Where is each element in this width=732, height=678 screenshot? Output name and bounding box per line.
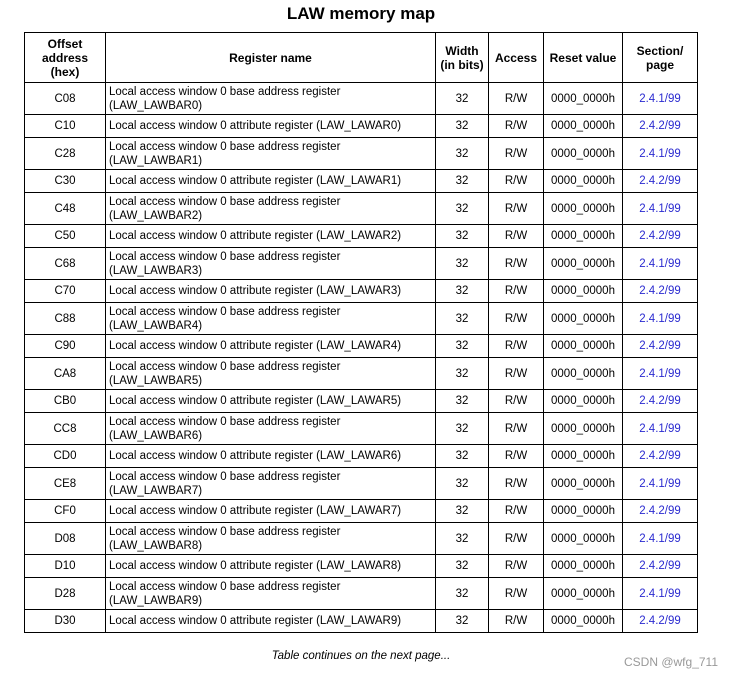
- width-cell: 32: [436, 335, 489, 358]
- register-name-cell: Local access window 0 base address register (LAW_LAWBAR6): [106, 413, 436, 445]
- access-cell: R/W: [489, 500, 544, 523]
- reset-value-cell: 0000_0000h: [544, 225, 623, 248]
- header-row: [25, 33, 698, 83]
- section-link[interactable]: 2.4.2/99: [623, 335, 698, 358]
- table-row: [25, 170, 698, 193]
- section-link[interactable]: 2.4.2/99: [623, 610, 698, 633]
- access-cell: R/W: [489, 303, 544, 335]
- header-width: Width (in bits): [436, 33, 489, 83]
- reset-value-cell: 0000_0000h: [544, 193, 623, 225]
- offset-cell: C68: [25, 248, 106, 280]
- width-cell: 32: [436, 280, 489, 303]
- access-cell: R/W: [489, 390, 544, 413]
- law-memory-map-table: [24, 32, 698, 633]
- table-row: [25, 445, 698, 468]
- watermark: CSDN @wfg_711: [624, 655, 718, 669]
- section-link[interactable]: 2.4.2/99: [623, 555, 698, 578]
- section-link[interactable]: 2.4.1/99: [623, 578, 698, 610]
- register-name-cell: Local access window 0 attribute register (LAW_LAWAR1): [106, 170, 436, 193]
- offset-cell: CD0: [25, 445, 106, 468]
- access-cell: R/W: [489, 225, 544, 248]
- register-name-cell: Local access window 0 base address register (LAW_LAWBAR2): [106, 193, 436, 225]
- width-cell: 32: [436, 225, 489, 248]
- section-link[interactable]: 2.4.2/99: [623, 390, 698, 413]
- register-name-cell: Local access window 0 attribute register (LAW_LAWAR3): [106, 280, 436, 303]
- offset-cell: CF0: [25, 500, 106, 523]
- width-cell: 32: [436, 115, 489, 138]
- register-name-cell: Local access window 0 base address register (LAW_LAWBAR1): [106, 138, 436, 170]
- reset-value-cell: 0000_0000h: [544, 468, 623, 500]
- register-name-cell: Local access window 0 attribute register (LAW_LAWAR6): [106, 445, 436, 468]
- reset-value-cell: 0000_0000h: [544, 555, 623, 578]
- table-row: [25, 500, 698, 523]
- reset-value-cell: 0000_0000h: [544, 523, 623, 555]
- reset-value-cell: 0000_0000h: [544, 170, 623, 193]
- offset-cell: CB0: [25, 390, 106, 413]
- reset-value-cell: 0000_0000h: [544, 390, 623, 413]
- access-cell: R/W: [489, 413, 544, 445]
- reset-value-cell: 0000_0000h: [544, 303, 623, 335]
- header-reset-value: Reset value: [544, 33, 623, 83]
- register-name-cell: Local access window 0 attribute register (LAW_LAWAR5): [106, 390, 436, 413]
- access-cell: R/W: [489, 280, 544, 303]
- register-name-cell: Local access window 0 base address register (LAW_LAWBAR9): [106, 578, 436, 610]
- width-cell: 32: [436, 523, 489, 555]
- access-cell: R/W: [489, 468, 544, 500]
- section-link[interactable]: 2.4.1/99: [623, 413, 698, 445]
- section-link[interactable]: 2.4.1/99: [623, 358, 698, 390]
- width-cell: 32: [436, 413, 489, 445]
- offset-cell: C50: [25, 225, 106, 248]
- access-cell: R/W: [489, 555, 544, 578]
- reset-value-cell: 0000_0000h: [544, 578, 623, 610]
- section-link[interactable]: 2.4.2/99: [623, 500, 698, 523]
- width-cell: 32: [436, 445, 489, 468]
- table-row: [25, 555, 698, 578]
- access-cell: R/W: [489, 193, 544, 225]
- reset-value-cell: 0000_0000h: [544, 138, 623, 170]
- reset-value-cell: 0000_0000h: [544, 248, 623, 280]
- table-row: [25, 193, 698, 225]
- header-access: Access: [489, 33, 544, 83]
- register-name-cell: Local access window 0 base address register (LAW_LAWBAR7): [106, 468, 436, 500]
- section-link[interactable]: 2.4.1/99: [623, 303, 698, 335]
- table-row: [25, 468, 698, 500]
- width-cell: 32: [436, 500, 489, 523]
- width-cell: 32: [436, 358, 489, 390]
- access-cell: R/W: [489, 248, 544, 280]
- offset-cell: CC8: [25, 413, 106, 445]
- width-cell: 32: [436, 138, 489, 170]
- table-row: [25, 413, 698, 445]
- section-link[interactable]: 2.4.1/99: [623, 248, 698, 280]
- width-cell: 32: [436, 170, 489, 193]
- register-name-cell: Local access window 0 attribute register (LAW_LAWAR2): [106, 225, 436, 248]
- width-cell: 32: [436, 83, 489, 115]
- width-cell: 32: [436, 578, 489, 610]
- width-cell: 32: [436, 610, 489, 633]
- access-cell: R/W: [489, 335, 544, 358]
- table-body: [25, 83, 698, 633]
- table-row: [25, 115, 698, 138]
- access-cell: R/W: [489, 445, 544, 468]
- section-link[interactable]: 2.4.1/99: [623, 83, 698, 115]
- offset-cell: D30: [25, 610, 106, 633]
- register-name-cell: Local access window 0 base address register (LAW_LAWBAR4): [106, 303, 436, 335]
- table-row: [25, 610, 698, 633]
- reset-value-cell: 0000_0000h: [544, 500, 623, 523]
- section-link[interactable]: 2.4.1/99: [623, 193, 698, 225]
- table-row: [25, 523, 698, 555]
- section-link[interactable]: 2.4.2/99: [623, 170, 698, 193]
- continuation-note: Table continues on the next page...: [271, 650, 451, 662]
- width-cell: 32: [436, 193, 489, 225]
- section-link[interactable]: 2.4.2/99: [623, 225, 698, 248]
- register-name-cell: Local access window 0 attribute register (LAW_LAWAR7): [106, 500, 436, 523]
- offset-cell: C70: [25, 280, 106, 303]
- table-row: [25, 248, 698, 280]
- offset-cell: C48: [25, 193, 106, 225]
- offset-cell: D10: [25, 555, 106, 578]
- offset-cell: C88: [25, 303, 106, 335]
- reset-value-cell: 0000_0000h: [544, 413, 623, 445]
- table-row: [25, 280, 698, 303]
- access-cell: R/W: [489, 138, 544, 170]
- register-name-cell: Local access window 0 base address register (LAW_LAWBAR5): [106, 358, 436, 390]
- table-row: [25, 138, 698, 170]
- header-register-name: Register name: [106, 33, 436, 83]
- table-title: LAW memory map: [286, 4, 436, 23]
- offset-cell: D08: [25, 523, 106, 555]
- table-row: [25, 390, 698, 413]
- reset-value-cell: 0000_0000h: [544, 83, 623, 115]
- width-cell: 32: [436, 468, 489, 500]
- offset-cell: C30: [25, 170, 106, 193]
- table-row: [25, 303, 698, 335]
- reset-value-cell: 0000_0000h: [544, 358, 623, 390]
- table-row: [25, 335, 698, 358]
- section-link[interactable]: 2.4.1/99: [623, 468, 698, 500]
- access-cell: R/W: [489, 523, 544, 555]
- section-link[interactable]: 2.4.2/99: [623, 280, 698, 303]
- header-section-page: Section/ page: [623, 33, 698, 83]
- access-cell: R/W: [489, 358, 544, 390]
- width-cell: 32: [436, 555, 489, 578]
- section-link[interactable]: 2.4.2/99: [623, 445, 698, 468]
- reset-value-cell: 0000_0000h: [544, 335, 623, 358]
- register-name-cell: Local access window 0 base address register (LAW_LAWBAR3): [106, 248, 436, 280]
- width-cell: 32: [436, 303, 489, 335]
- offset-cell: C90: [25, 335, 106, 358]
- reset-value-cell: 0000_0000h: [544, 445, 623, 468]
- register-name-cell: Local access window 0 attribute register (LAW_LAWAR0): [106, 115, 436, 138]
- access-cell: R/W: [489, 115, 544, 138]
- section-link[interactable]: 2.4.2/99: [623, 115, 698, 138]
- register-name-cell: Local access window 0 attribute register (LAW_LAWAR9): [106, 610, 436, 633]
- reset-value-cell: 0000_0000h: [544, 610, 623, 633]
- reset-value-cell: 0000_0000h: [544, 280, 623, 303]
- offset-cell: C28: [25, 138, 106, 170]
- section-link[interactable]: 2.4.1/99: [623, 138, 698, 170]
- table-row: [25, 358, 698, 390]
- reset-value-cell: 0000_0000h: [544, 115, 623, 138]
- width-cell: 32: [436, 248, 489, 280]
- register-name-cell: Local access window 0 base address register (LAW_LAWBAR0): [106, 83, 436, 115]
- offset-cell: C08: [25, 83, 106, 115]
- register-name-cell: Local access window 0 base address register (LAW_LAWBAR8): [106, 523, 436, 555]
- register-name-cell: Local access window 0 attribute register (LAW_LAWAR8): [106, 555, 436, 578]
- width-cell: 32: [436, 390, 489, 413]
- offset-cell: CE8: [25, 468, 106, 500]
- access-cell: R/W: [489, 610, 544, 633]
- access-cell: R/W: [489, 578, 544, 610]
- access-cell: R/W: [489, 83, 544, 115]
- table-row: [25, 83, 698, 115]
- register-name-cell: Local access window 0 attribute register (LAW_LAWAR4): [106, 335, 436, 358]
- offset-cell: CA8: [25, 358, 106, 390]
- offset-cell: D28: [25, 578, 106, 610]
- section-link[interactable]: 2.4.1/99: [623, 523, 698, 555]
- access-cell: R/W: [489, 170, 544, 193]
- table-row: [25, 578, 698, 610]
- table-row: [25, 225, 698, 248]
- offset-cell: C10: [25, 115, 106, 138]
- header-offset: Offset address (hex): [25, 33, 106, 83]
